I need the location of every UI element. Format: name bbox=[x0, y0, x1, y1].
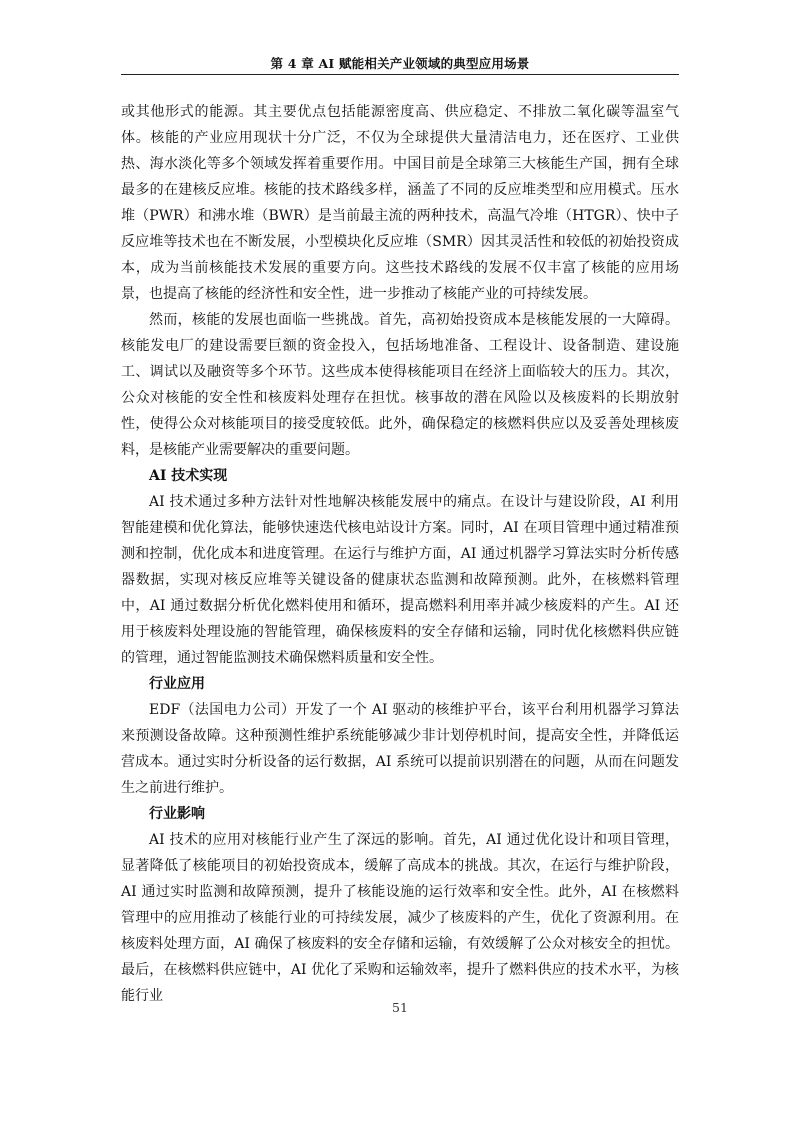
paragraph-ai-tech: AI 技术通过多种方法针对性地解决核能发展中的痛点。在设计与建设阶段，AI 利用智能建模和优化算法，能够快速迭代核电站设计方案。同时，AI 在项目管理中通过精准预测和控制，优化成本和进度管理。在运行与维护方面，AI 通过机器学习算法实时分析传感器数据，实现对核反应堆等关键设备的健康状态监测和故障预测。此外，在核燃料管理中，AI 通过数据分析优化燃料使用和循环，提高燃料利用率并减少核废料的产生。AI 还用于核废料处理设施的智能管理，确保核废料的安全存储和运输，同时优化核燃料供应链的管理，通过智能监测技术确保燃料质量和安全性。 bbox=[121, 494, 679, 666]
paragraph-industry-impact: AI 技术的应用对核能行业产生了深远的影响。首先，AI 通过优化设计和项目管理，显著降低了核能项目的初始投资成本，缓解了高成本的挑战。其次，在运行与维护阶段，AI 通过实时监测和故障预测，提升了核能设施的运行效率和安全性。此外，AI 在核燃料管理中的应用推动了核能行业的可持续发展，减少了核废料的产生，优化了资源利用。在核废料处理方面，AI 确保了核废料的安全存储和运输，有效缓解了公众对核安全的担忧。最后，在核燃料供应链中，AI 优化了采购和运输效率，提升了燃料供应的技术水平，为核能行业 bbox=[121, 832, 679, 1004]
paragraph-nuclear-overview: 或其他形式的能源。其主要优点包括能源密度高、供应稳定、不排放二氧化碳等温室气体。核能的产业应用现状十分广泛，不仅为全球提供大量清洁电力，还在医疗、工业供热、海水淡化等多个领域发挥着重要作用。中国目前是全球第三大核能生产国，拥有全球最多的在建核反应堆。核能的技术路线多样，涵盖了不同的反应堆类型和应用模式。压水堆（PWR）和沸水堆（BWR）是当前最主流的两种技术，高温气冷堆（HTGR）、快中子反应堆等技术也在不断发展，小型模块化反应堆（SMR）因其灵活性和较低的初始投资成本，成为当前核能技术发展的重要方向。这些技术路线的发展不仅丰富了核能的应用场景，也提高了核能的经济性和安全性，进一步推动了核能产业的可持续发展。 bbox=[121, 104, 679, 302]
paragraph-challenges: 然而，核能的发展也面临一些挑战。首先，高初始投资成本是核能发展的一大障碍。核能发电厂的建设需要巨额的资金投入，包括场地准备、工程设计、设备制造、建设施工、调试以及融资等多个环节。这些成本使得核能项目在经济上面临较大的压力。其次，公众对核能的安全性和核废料处理存在担忧。核事故的潜在风险以及核废料的长期放射性，使得公众对核能项目的接受度较低。此外，确保稳定的核燃料供应以及妥善处理核废料，是核能产业需要解决的重要问题。 bbox=[121, 312, 679, 458]
header-rule bbox=[121, 74, 679, 75]
section-heading-industry-impact: 行业影响 bbox=[149, 806, 205, 822]
running-header: 第 4 章 AI 赋能相关产业领域的典型应用场景 bbox=[270, 56, 530, 71]
section-heading-ai-tech: AI 技术实现 bbox=[149, 468, 228, 484]
section-heading-industry-application: 行业应用 bbox=[149, 676, 205, 692]
page-body bbox=[121, 99, 679, 1009]
paragraph-industry-application: EDF（法国电力公司）开发了一个 AI 驱动的核维护平台，该平台利用机器学习算法来预测设备故障。这种预测性维护系统能够减少非计划停机时间，提高安全性，并降低运营成本。通过实时分析设备的运行数据，AI 系统可以提前识别潜在的问题，从而在问题发生之前进行维护。 bbox=[121, 702, 679, 796]
page-number: 51 bbox=[392, 1000, 408, 1015]
